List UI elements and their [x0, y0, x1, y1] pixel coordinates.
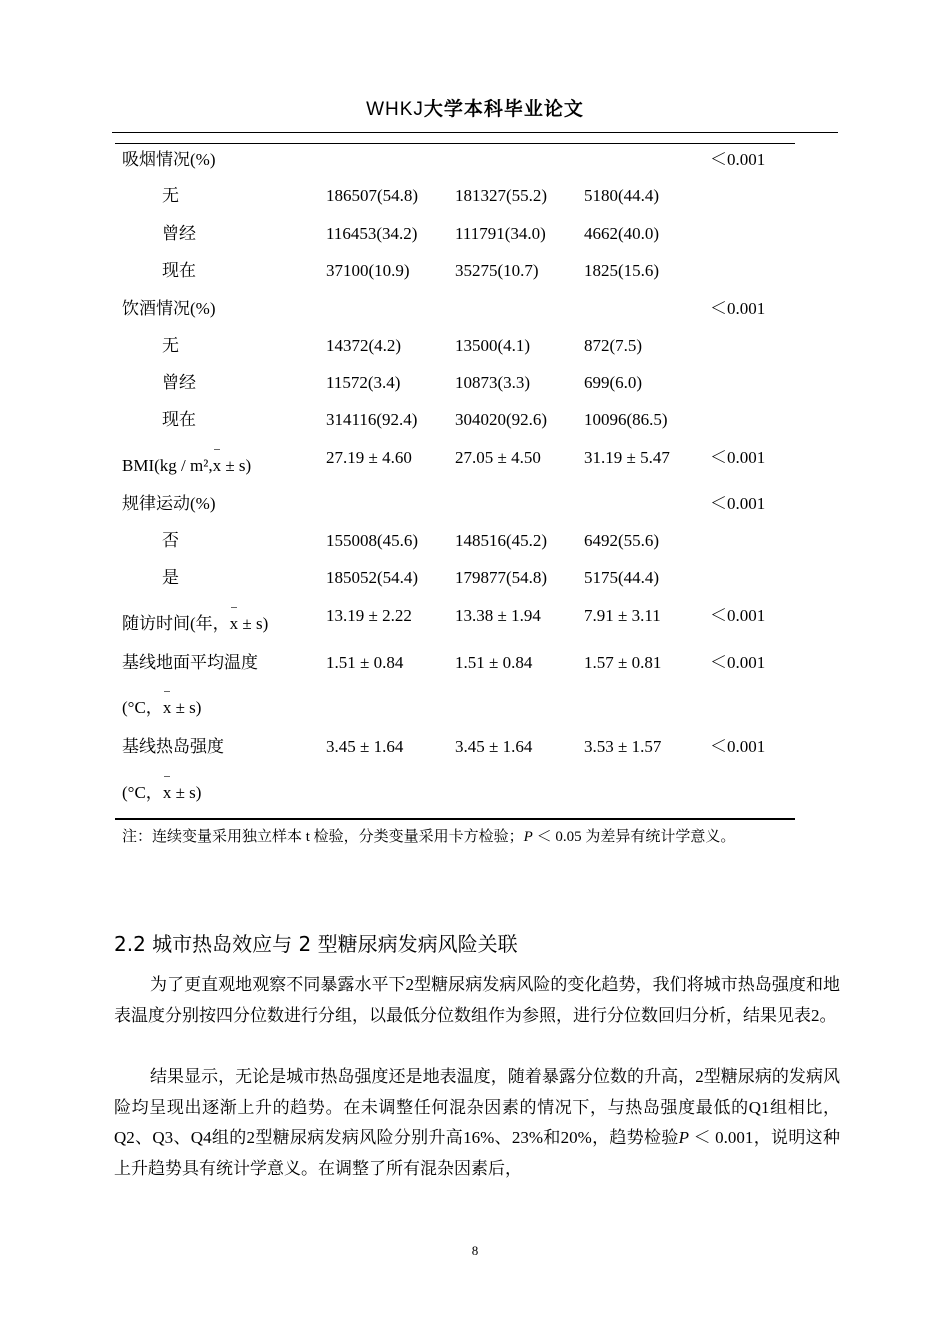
table-note: [122, 822, 782, 852]
row-label-prefix: (°C，: [122, 698, 163, 717]
mean-symbol: x: [162, 698, 172, 717]
row-label: 现在: [162, 261, 196, 280]
row-label: 基线地面平均温度: [122, 653, 258, 672]
page-number: 8: [471, 1243, 479, 1258]
row-label: 无: [162, 336, 179, 355]
p-value-cell: ＜0.001: [710, 606, 766, 625]
row-label-prefix: BMI(kg / m²,: [122, 456, 213, 475]
no-diabetes-cell: 148516(45.2): [455, 531, 548, 550]
row-label: 基线热岛强度: [122, 737, 224, 756]
total-cell: 314116(92.4): [326, 410, 418, 429]
total-cell: 116453(34.2): [326, 224, 418, 243]
no-diabetes-cell: 13500(4.1): [455, 336, 531, 355]
row-label: 规律运动(%): [122, 494, 216, 513]
diabetes-cell: 872(7.5): [584, 336, 643, 355]
note-text-2: ＜ 0.05 为差异有统计学意义。: [532, 829, 736, 845]
diabetes-cell: 3.53 ± 1.57: [584, 737, 662, 756]
header-rule: [112, 132, 838, 133]
paragraph-2-p-symbol: P: [678, 1128, 690, 1147]
paragraph-1: 为了更直观地观察不同暴露水平下2型糖尿病发病风险的变化趋势，我们将城市热岛强度和地表温度分别按四分位数进行分组，以最低分位数组作为参照，进行分位数回归分析，结果见表2。: [114, 975, 840, 1025]
p-value-cell: ＜0.001: [710, 737, 766, 756]
note-p-symbol: P: [523, 829, 533, 845]
no-diabetes-cell: 1.51 ± 0.84: [455, 653, 533, 672]
total-cell: 185052(54.4): [326, 568, 419, 587]
no-diabetes-cell: 179877(54.8): [455, 568, 548, 587]
paragraph-2-text-a: 结果显示，无论是城市热岛强度还是地表温度，随着暴露分位数的升高，2型糖尿病的发病风险均呈现出逐渐上升的趋势。在未调整任何混杂因素的情况下，与热岛强度最低的Q1组相比，Q2、Q3、Q4组的2型糖尿病发病风险分别升高16%、23%和20%，趋势检验: [114, 1067, 840, 1147]
diabetes-cell: 1825(15.6): [584, 261, 660, 280]
row-label: [122, 783, 201, 803]
diabetes-cell: 5175(44.4): [584, 568, 660, 587]
header-title: 大学本科毕业论文: [423, 98, 584, 120]
row-label: 曾经: [162, 224, 196, 243]
no-diabetes-cell: 3.45 ± 1.64: [455, 737, 533, 756]
p-value-cell: ＜0.001: [710, 150, 766, 169]
diabetes-cell: 699(6.0): [584, 373, 643, 392]
p-value-cell: ＜0.001: [710, 494, 766, 513]
page-header: [0, 94, 950, 121]
diabetes-cell: 4662(40.0): [584, 224, 660, 243]
paragraph-2: [114, 1062, 840, 1184]
mean-symbol: x: [162, 783, 172, 802]
row-label: 吸烟情况(%): [122, 150, 216, 169]
row-label-suffix: ± s): [221, 456, 252, 475]
row-label: 饮酒情况(%): [122, 299, 216, 318]
no-diabetes-cell: 27.05 ± 4.50: [455, 448, 541, 467]
row-label: 无: [162, 186, 179, 205]
total-cell: 3.45 ± 1.64: [326, 737, 404, 756]
table-top-rule: [115, 143, 795, 144]
no-diabetes-cell: 111791(34.0): [455, 224, 546, 243]
row-label-prefix: (°C，: [122, 783, 163, 802]
row-label-suffix: ± s): [171, 783, 202, 802]
no-diabetes-cell: 10873(3.3): [455, 373, 531, 392]
total-cell: 186507(54.8): [326, 186, 419, 205]
diabetes-cell: 7.91 ± 3.11: [584, 606, 661, 625]
row-label: [122, 456, 251, 476]
row-label-suffix: ± s): [171, 698, 202, 717]
no-diabetes-cell: 181327(55.2): [455, 186, 548, 205]
total-cell: 14372(4.2): [326, 336, 402, 355]
diabetes-cell: 6492(55.6): [584, 531, 660, 550]
row-label: [122, 698, 201, 718]
total-cell: 13.19 ± 2.22: [326, 606, 412, 625]
p-value-cell: ＜0.001: [710, 653, 766, 672]
diabetes-cell: 10096(86.5): [584, 410, 668, 429]
row-label-suffix: ± s): [238, 614, 269, 633]
diabetes-cell: 31.19 ± 5.47: [584, 448, 670, 467]
no-diabetes-cell: 304020(92.6): [455, 410, 548, 429]
no-diabetes-cell: 35275(10.7): [455, 261, 539, 280]
row-label: 是: [162, 568, 179, 587]
total-cell: 11572(3.4): [326, 373, 401, 392]
section-heading: 2.2 城市热岛效应与 2 型糖尿病发病风险关联: [114, 932, 518, 956]
mean-symbol: x: [229, 614, 239, 633]
row-label: 曾经: [162, 373, 196, 392]
diabetes-cell: 5180(44.4): [584, 186, 660, 205]
note-text-1: 注：连续变量采用独立样本 t 检验，分类变量采用卡方检验；: [122, 829, 524, 845]
header-latin: WHKJ: [366, 99, 424, 120]
total-cell: 1.51 ± 0.84: [326, 653, 404, 672]
total-cell: 155008(45.6): [326, 531, 419, 550]
mean-symbol: x: [212, 456, 222, 475]
table-bottom-rule: [115, 818, 795, 820]
p-value-cell: ＜0.001: [710, 299, 766, 318]
row-label: 否: [162, 531, 179, 550]
total-cell: 37100(10.9): [326, 261, 410, 280]
paragraph-2-text-b: ＜ 0.001，说明这种上升趋势具有统计学意义。在调整了所有混杂因素后，: [114, 1128, 840, 1178]
total-cell: 27.19 ± 4.60: [326, 448, 412, 467]
p-value-cell: ＜0.001: [710, 448, 766, 467]
no-diabetes-cell: 13.38 ± 1.94: [455, 606, 541, 625]
diabetes-cell: 1.57 ± 0.81: [584, 653, 662, 672]
row-label: 现在: [162, 410, 196, 429]
row-label: [122, 614, 268, 634]
row-label-prefix: 随访时间(年，: [122, 614, 230, 633]
